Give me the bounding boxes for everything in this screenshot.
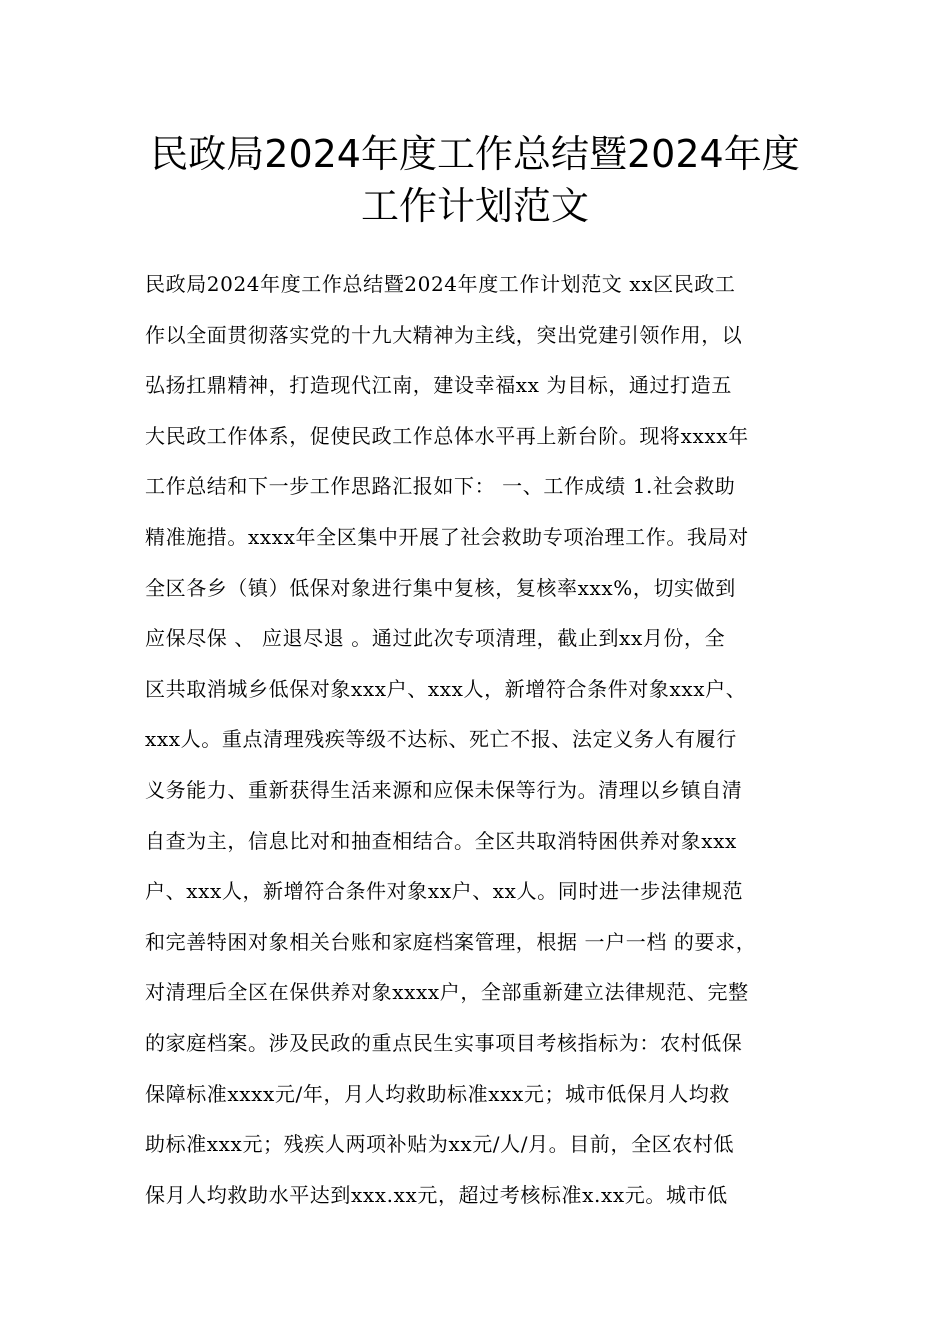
body-line: 工作总结和下一步工作思路汇报如下： 一、工作成绩 1.社会救助	[145, 474, 736, 499]
body-line: 大民政工作体系，促使民政工作总体水平再上新台阶。现将xxxx年	[145, 423, 749, 448]
body-line: 义务能力、重新获得生活来源和应保未保等行为。清理以乡镇自清	[145, 777, 743, 802]
body-line: 精准施措。xxxx年全区集中开展了社会救助专项治理工作。我局对	[145, 524, 749, 549]
body-line: 保障标准xxxx元/年，月人均救助标准xxx元；城市低保月人均救	[145, 1081, 730, 1106]
body-line: 应保尽保 、 应退尽退 。通过此次专项清理，截止到xx月份，全	[145, 626, 726, 651]
body-line: 保月人均救助水平达到xxx.xx元，超过考核标准x.xx元。城市低	[145, 1182, 728, 1207]
body-line: xxx人。重点清理残疾等级不达标、死亡不报、法定义务人有履行	[145, 727, 737, 752]
body-line: 作以全面贯彻落实党的十九大精神为主线，突出党建引领作用，以	[145, 322, 743, 347]
body-line: 民政局2024年度工作总结暨2024年度工作计划范文 xx区民政工	[145, 272, 736, 296]
body-line: 全区各乡（镇）低保对象进行集中复核，复核率xxx%，切实做到	[145, 575, 736, 600]
body-line: 助标准xxx元；残疾人两项补贴为xx元/人/月。目前，全区农村低	[145, 1132, 735, 1157]
document-body	[145, 259, 825, 1220]
document-title	[100, 128, 850, 232]
body-line: 的家庭档案。涉及民政的重点民生实事项目考核指标为：农村低保	[145, 1030, 743, 1055]
body-line: 和完善特困对象相关台账和家庭档案管理，根据 一户一档 的要求，	[145, 929, 757, 954]
title-line-2: 工作计划范文	[360, 184, 589, 228]
body-line: 弘扬扛鼎精神，打造现代江南，建设幸福xx 为目标，通过打造五	[145, 373, 732, 398]
body-line: 自查为主，信息比对和抽查相结合。全区共取消特困供养对象xxx	[145, 828, 737, 853]
body-line: 对清理后全区在保供养对象xxxx户，全部重新建立法律规范、完整	[145, 980, 749, 1005]
body-line: 户、xxx人，新增符合条件对象xx户、xx人。同时进一步法律规范	[145, 879, 744, 904]
title-line-1: 民政局2024年度工作总结暨2024年度	[150, 132, 800, 176]
body-line: 区共取消城乡低保对象xxx户、xxx人，新增符合条件对象xxx户、	[145, 676, 747, 701]
